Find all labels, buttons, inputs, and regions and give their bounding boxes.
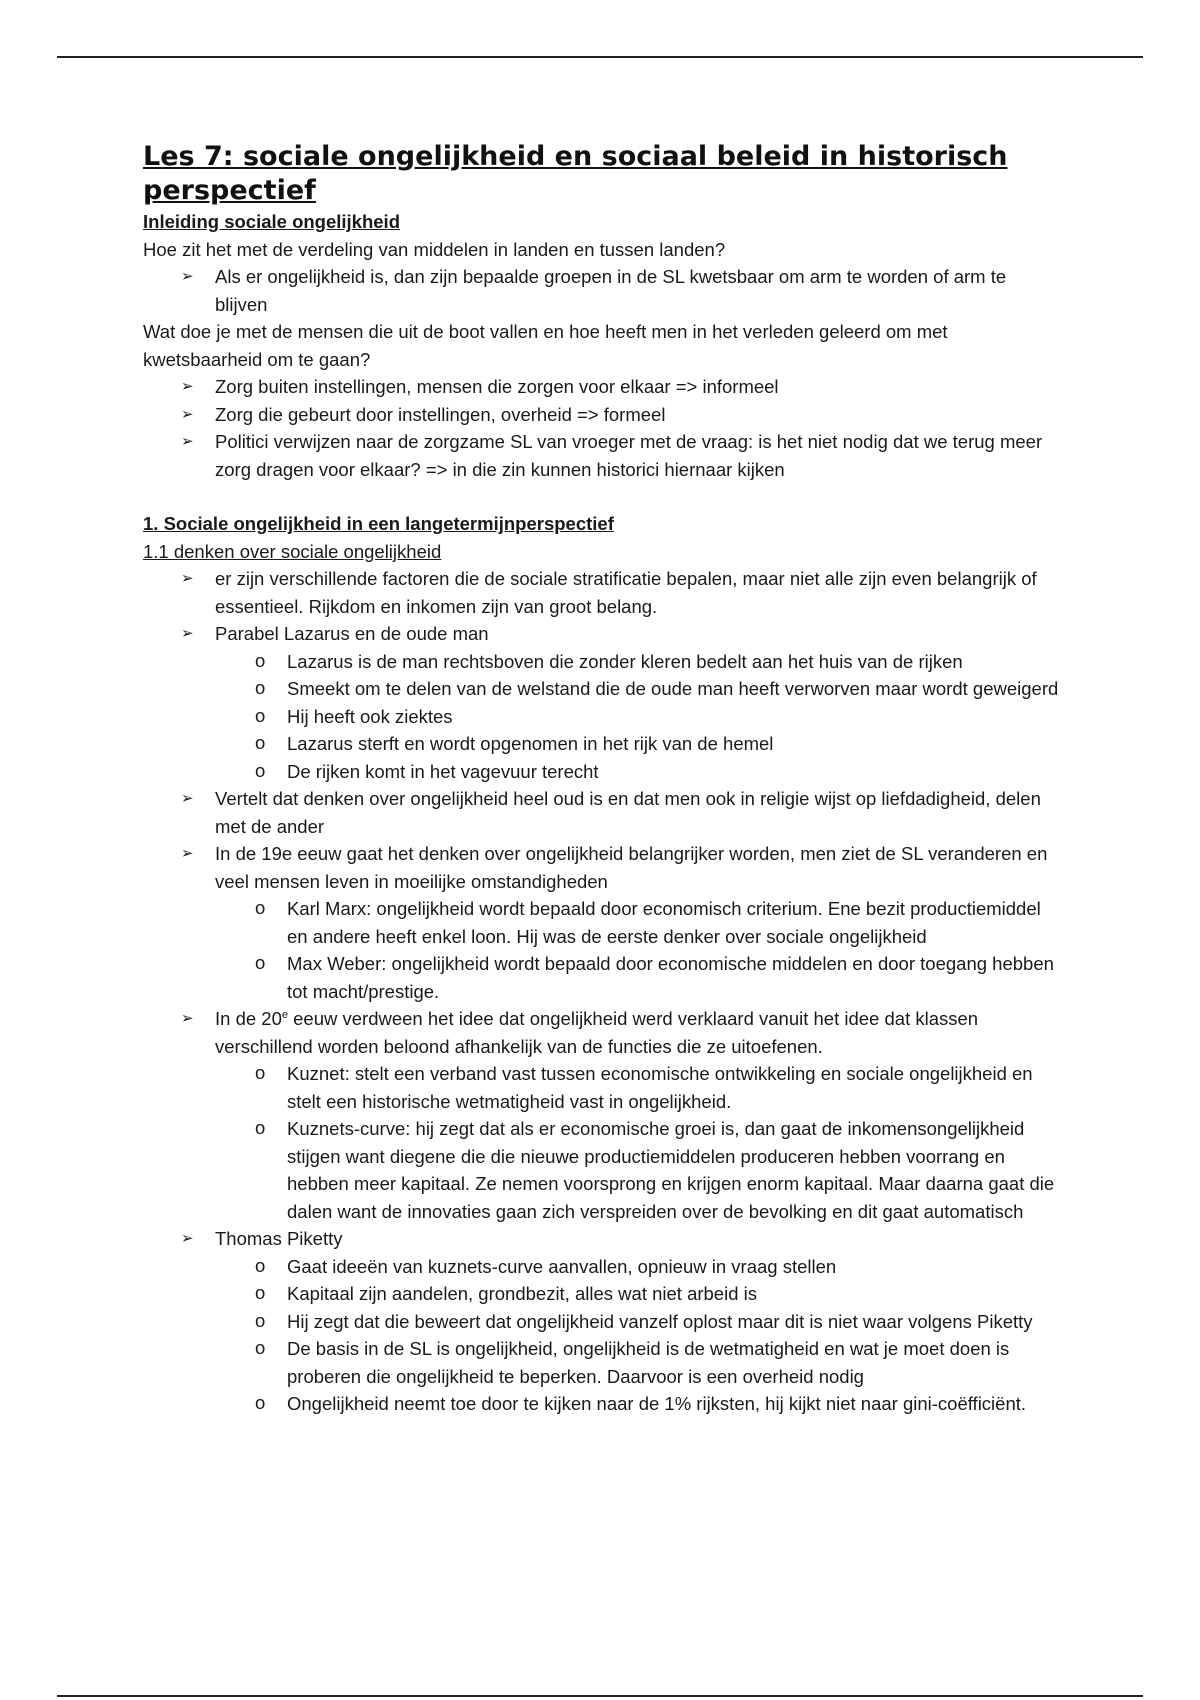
arrow-bullet-icon: ➢ — [181, 268, 194, 285]
circle-bullet-icon: o — [255, 649, 266, 671]
list-item: ➢ Zorg die gebeurt door instellingen, overheid => formeel — [143, 401, 1063, 429]
sub-list-item: o Kuznets-curve: hij zegt dat als er economische groei is, dan gaat de inkomensongelijkheid stijgen want diegene die die nieuwe productiemiddelen produceren hebben voorrang en hebben meer kapitaal. Ze nemen voorsprong en krijgen enorm kapitaal. Maar daarna gaat die dalen want de innovaties gaan zich verspreiden over de bevolking en dit gaat automatisch — [143, 1115, 1063, 1225]
arrow-bullet-icon: ➢ — [181, 625, 194, 642]
circle-bullet-icon: o — [255, 1337, 266, 1358]
circle-bullet-icon: o — [255, 677, 266, 698]
circle-bullet-icon: o — [255, 1392, 266, 1413]
arrow-bullet-icon: ➢ — [181, 845, 194, 862]
subsection-heading: 1.1 denken over sociale ongelijkheid — [143, 540, 442, 562]
sub-list-item: o Ongelijkheid neemt toe door te kijken naar de 1% rijksten, hij kijkt niet naar gini-coëfficiënt. — [143, 1390, 1063, 1418]
document-body — [143, 140, 1063, 1418]
sub-list — [215, 648, 1063, 786]
circle-bullet-icon: o — [255, 1282, 266, 1303]
sub-list-item: o Smeekt om te delen van de welstand die de oude man heeft verworven maar wordt geweigerd — [143, 675, 1063, 703]
sub-list — [215, 895, 1063, 1005]
arrow-bullet-icon: ➢ — [181, 1230, 194, 1247]
sub-list-item: o Gaat ideeën van kuznets-curve aanvallen, opnieuw in vraag stellen — [143, 1253, 1063, 1281]
circle-bullet-icon: o — [255, 704, 266, 726]
circle-bullet-icon: o — [255, 952, 266, 973]
circle-bullet-icon: o — [255, 897, 266, 918]
sub-list-item: o Kuznet: stelt een verband vast tussen economische ontwikkeling en sociale ongelijkheid en stelt een historische wetmatigheid vast in ongelijkheid. — [143, 1060, 1063, 1115]
sub-list-item: o Hij heeft ook ziektes — [143, 703, 1063, 731]
circle-bullet-icon: o — [255, 759, 266, 781]
list-item: ➢ In de 19e eeuw gaat het denken over ongelijkheid belangrijker worden, men ziet de SL veranderen en veel mensen leven in moeilijke omstandigheden o Karl Marx: ongelijkheid wordt bepaald door economisch criterium. Ene bezit productiemiddel en andere heeft enkel loon. Hij was de eerste denker over sociale ongelijkheid o Max Weber: ongelijkheid wordt bepaald door economische middelen en door toegang hebben tot macht/prestige. — [143, 840, 1063, 1005]
arrow-bullet-icon: ➢ — [181, 1010, 194, 1027]
sub-list-item: o De rijken komt in het vagevuur terecht — [143, 758, 1063, 786]
section-list — [143, 565, 1063, 1418]
list-item: ➢ Parabel Lazarus en de oude man o Lazarus is de man rechtsboven die zonder kleren bedelt aan het huis van de rijken o Smeekt om te delen van de welstand die de oude man heeft verworven maar wordt geweigerd o Hij heeft ook ziektes o Lazarus sterft en wordt opgenomen in het rijk van de hemel o De rijken komt in het vagevuur terecht — [143, 620, 1063, 785]
footer-rule — [57, 1695, 1143, 1697]
intro-question-2: Wat doe je met de mensen die uit de boot vallen en hoe heeft men in het verleden geleerd om met kwetsbaarheid om te gaan? — [143, 321, 948, 370]
sub-list-item: o Lazarus is de man rechtsboven die zonder kleren bedelt aan het huis van de rijken — [143, 648, 1063, 676]
page-title: Les 7: sociale ongelijkheid en sociaal beleid in historisch perspectief — [143, 141, 1008, 206]
list-item: ➢ Vertelt dat denken over ongelijkheid heel oud is en dat men ook in religie wijst op liefdadigheid, delen met de ander — [143, 785, 1063, 840]
circle-bullet-icon: o — [255, 1062, 266, 1083]
list-item: ➢ In de 20e eeuw verdween het idee dat ongelijkheid werd verklaard vanuit het idee dat klassen verschillend worden beloond afhankelijk van de functies die ze uitoefenen. o Kuznet: stelt een verband vast tussen economische ontwikkeling en sociale ongelijkheid en stelt een historische wetmatigheid vast in ongelijkheid. o Kuznets-curve: hij zegt dat als er economische groei is, dan gaat de inkomensongelijkheid stijgen want diegene die die nieuwe productiemiddelen produceren hebben voorrang en hebben meer kapitaal. Ze nemen voorsprong en krijgen enorm kapitaal. Maar daarna gaat die dalen want de innovaties gaan zich verspreiden over de bevolking en dit gaat automatisch — [143, 1005, 1063, 1225]
arrow-bullet-icon: ➢ — [181, 433, 194, 450]
sub-list — [215, 1253, 1063, 1418]
sub-list-item: o Max Weber: ongelijkheid wordt bepaald door economische middelen en door toegang hebben tot macht/prestige. — [143, 950, 1063, 1005]
list-item: ➢ Zorg buiten instellingen, mensen die zorgen voor elkaar => informeel — [143, 373, 1063, 401]
list-item: ➢ Als er ongelijkheid is, dan zijn bepaalde groepen in de SL kwetsbaar om arm te worden of arm te blijven — [143, 263, 1063, 318]
arrow-bullet-icon: ➢ — [181, 378, 194, 395]
sub-list-item: o Karl Marx: ongelijkheid wordt bepaald door economisch criterium. Ene bezit productiemiddel en andere heeft enkel loon. Hij was de eerste denker over sociale ongelijkheid — [143, 895, 1063, 950]
sub-list-item: o Hij zegt dat die beweert dat ongelijkheid vanzelf oplost maar dit is niet waar volgens Piketty — [143, 1308, 1063, 1336]
list-item: ➢ er zijn verschillende factoren die de sociale stratificatie bepalen, maar niet alle zijn even belangrijk of essentieel. Rijkdom en inkomen zijn van groot belang. — [143, 565, 1063, 620]
arrow-bullet-icon: ➢ — [181, 790, 194, 807]
arrow-bullet-icon: ➢ — [181, 405, 194, 423]
sub-list — [215, 1060, 1063, 1225]
sub-list-item: o Lazarus sterft en wordt opgenomen in het rijk van de hemel — [143, 730, 1063, 758]
list-item: ➢ Thomas Piketty o Gaat ideeën van kuznets-curve aanvallen, opnieuw in vraag stellen o Kapitaal zijn aandelen, grondbezit, alles wat niet arbeid is o Hij zegt dat die beweert dat ongelijkheid vanzelf oplost maar dit is niet waar volgens Piketty o De basis in de SL is ongelijkheid, ongelijkheid is de wetmatigheid en wat je moet doen is proberen die ongelijkheid te beperken. Daarvoor is een overheid nodig o Ongelijkheid neemt toe door te kijken naar de 1% rijksten, hij kijkt niet naar gini-coëfficiënt. — [143, 1225, 1063, 1418]
list-item: ➢ Politici verwijzen naar de zorgzame SL van vroeger met de vraag: is het niet nodig dat we terug meer zorg dragen voor elkaar? => in die zin kunnen historici hiernaar kijken — [143, 428, 1063, 483]
circle-bullet-icon: o — [255, 732, 266, 753]
circle-bullet-icon: o — [255, 1117, 266, 1138]
intro-question-1: Hoe zit het met de verdeling van middelen in landen en tussen landen? — [143, 238, 726, 260]
sub-list-item: o Kapitaal zijn aandelen, grondbezit, alles wat niet arbeid is — [143, 1280, 1063, 1308]
sub-list-item: o De basis in de SL is ongelijkheid, ongelijkheid is de wetmatigheid en wat je moet doen is proberen die ongelijkheid te beperken. Daarvoor is een overheid nodig — [143, 1335, 1063, 1390]
intro-list-1 — [143, 263, 1063, 318]
arrow-bullet-icon: ➢ — [181, 570, 194, 587]
circle-bullet-icon: o — [255, 1254, 266, 1276]
intro-list-2 — [143, 373, 1063, 483]
circle-bullet-icon: o — [255, 1309, 266, 1331]
intro-heading: Inleiding sociale ongelijkheid — [143, 211, 400, 232]
header-rule — [57, 56, 1143, 58]
section-heading: 1. Sociale ongelijkheid in een langetermijnperspectief — [143, 513, 614, 534]
